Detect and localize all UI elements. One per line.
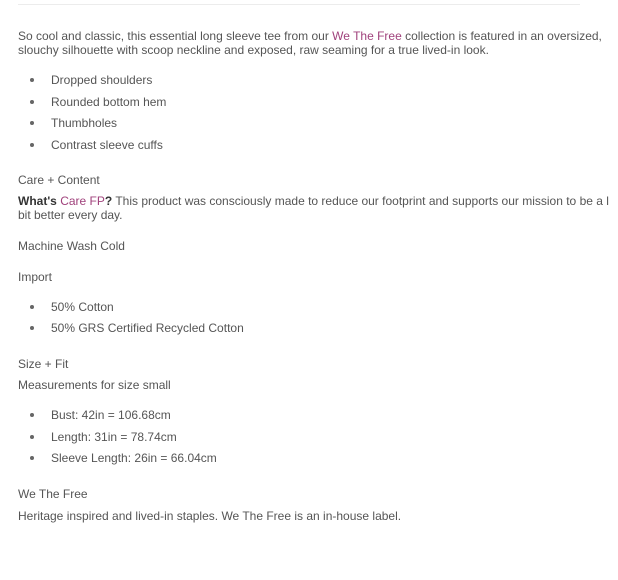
care-fp-link[interactable]: Care FP bbox=[60, 194, 105, 208]
measurement-label: Bust: 42in = 106.68cm bbox=[51, 408, 171, 422]
wash-instructions: Machine Wash Cold bbox=[18, 239, 125, 253]
intro-line-2: slouchy silhouette with scoop neckline and exposed, raw seaming for a true lived-in look. bbox=[18, 43, 489, 57]
feature-label: Rounded bottom hem bbox=[51, 95, 167, 109]
care-line-1 bbox=[18, 194, 609, 208]
bullet-icon bbox=[30, 456, 34, 460]
bullet-icon bbox=[30, 413, 34, 417]
material-label: 50% GRS Certified Recycled Cotton bbox=[51, 321, 244, 335]
size-subheading: Measurements for size small bbox=[18, 378, 171, 392]
feature-label: Thumbholes bbox=[51, 116, 118, 130]
whats-label: What's bbox=[18, 194, 61, 208]
brand-heading: We The Free bbox=[18, 487, 88, 501]
intro-text-after: collection is featured in an oversized, bbox=[401, 29, 602, 43]
feature-label: Dropped shoulders bbox=[51, 73, 153, 87]
feature-label: Contrast sleeve cuffs bbox=[51, 138, 163, 152]
measurement-label: Sleeve Length: 26in = 66.04cm bbox=[51, 451, 217, 465]
bullet-icon bbox=[30, 78, 34, 82]
bullet-icon bbox=[30, 121, 34, 125]
import-label: Import bbox=[18, 270, 53, 284]
top-divider bbox=[18, 4, 580, 5]
measurement-label: Length: 31in = 78.74cm bbox=[51, 430, 177, 444]
care-heading: Care + Content bbox=[18, 173, 100, 187]
we-the-free-link[interactable]: We The Free bbox=[332, 29, 402, 43]
bullet-icon bbox=[30, 100, 34, 104]
bullet-icon bbox=[30, 435, 34, 439]
question-mark: ? bbox=[104, 194, 113, 208]
brand-description: Heritage inspired and lived-in staples. We The Free is an in-house label. bbox=[18, 509, 402, 523]
size-heading: Size + Fit bbox=[18, 357, 69, 371]
care-line-2: bit better every day. bbox=[18, 208, 123, 222]
material-label: 50% Cotton bbox=[51, 300, 114, 314]
bullet-icon bbox=[30, 326, 34, 330]
care-text: This product was consciously made to reduce our footprint and supports our mission to be a l bbox=[112, 194, 609, 208]
intro-text-before: So cool and classic, this essential long sleeve tee from our bbox=[18, 29, 333, 43]
bullet-icon bbox=[30, 143, 34, 147]
intro-line-1 bbox=[18, 29, 602, 43]
bullet-icon bbox=[30, 305, 34, 309]
